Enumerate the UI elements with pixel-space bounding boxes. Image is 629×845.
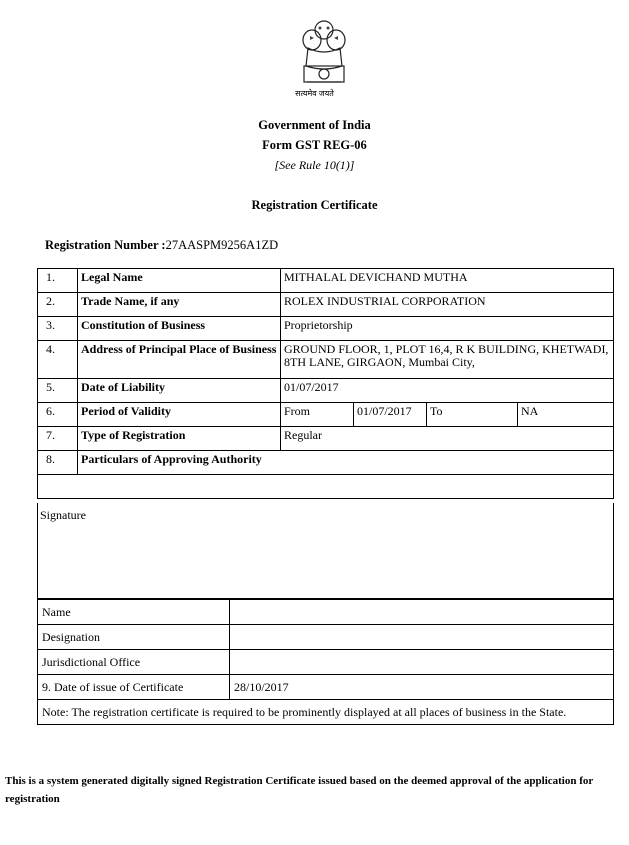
registration-number-label: Registration Number : bbox=[45, 238, 166, 252]
row-number: 2. bbox=[38, 293, 78, 317]
row-label: Address of Principal Place of Business bbox=[78, 341, 281, 379]
government-title: Government of India bbox=[258, 118, 371, 132]
row-number: 1. bbox=[38, 269, 78, 293]
row-number: 8. bbox=[38, 451, 78, 475]
table-row bbox=[38, 379, 614, 403]
system-generated-footer: This is a system generated digitally signed Registration Certificate issued based on the deemed approval of the application for registration bbox=[5, 775, 594, 805]
row-label: Period of Validity bbox=[78, 403, 281, 427]
row-number: 4. bbox=[38, 341, 78, 379]
legal-name-value: MITHALAL DEVICHAND MUTHA bbox=[281, 269, 614, 293]
table-row bbox=[38, 293, 614, 317]
form-title: Form GST REG-06 bbox=[262, 138, 367, 152]
display-note: Note: The registration certificate is required to be prominently displayed at all places of business in the State. bbox=[38, 700, 614, 725]
rule-reference: [See Rule 10(1)] bbox=[274, 158, 355, 172]
table-row bbox=[38, 700, 614, 725]
table-row bbox=[38, 675, 614, 700]
table-row bbox=[38, 427, 614, 451]
issue-date-label: 9. Date of issue of Certificate bbox=[38, 675, 230, 700]
row-number: 5. bbox=[38, 379, 78, 403]
signature-box bbox=[37, 503, 614, 599]
validity-to-label: To bbox=[427, 403, 518, 427]
table-row bbox=[38, 403, 614, 427]
table-row bbox=[38, 269, 614, 293]
table-row bbox=[38, 625, 614, 650]
row-number: 7. bbox=[38, 427, 78, 451]
name-value bbox=[230, 600, 614, 625]
row-label: Date of Liability bbox=[78, 379, 281, 403]
validity-to-value: NA bbox=[518, 403, 614, 427]
table-row bbox=[38, 341, 614, 379]
table-row bbox=[38, 475, 614, 499]
name-label: Name bbox=[38, 600, 230, 625]
table-row bbox=[38, 600, 614, 625]
validity-from-label: From bbox=[281, 403, 354, 427]
row-label: Legal Name bbox=[78, 269, 281, 293]
authority-table bbox=[37, 599, 614, 725]
signature-label: Signature bbox=[40, 508, 86, 522]
jurisdictional-office-label: Jurisdictional Office bbox=[38, 650, 230, 675]
row-label: Constitution of Business bbox=[78, 317, 281, 341]
validity-from-value: 01/07/2017 bbox=[354, 403, 427, 427]
row-number: 6. bbox=[38, 403, 78, 427]
address-value: GROUND FLOOR, 1, PLOT 16,4, R K BUILDING, KHETWADI, 8TH LANE, GIRGAON, Mumbai City, bbox=[281, 341, 614, 379]
designation-label: Designation bbox=[38, 625, 230, 650]
row-label: Trade Name, if any bbox=[78, 293, 281, 317]
certificate-title: Registration Certificate bbox=[251, 198, 378, 212]
liability-date-value: 01/07/2017 bbox=[281, 379, 614, 403]
issue-date-value: 28/10/2017 bbox=[230, 675, 614, 700]
registration-number-value: 27AASPM9256A1ZD bbox=[165, 238, 279, 252]
row-number: 3. bbox=[38, 317, 78, 341]
approving-authority-blank bbox=[38, 475, 614, 499]
registration-details-table bbox=[37, 268, 614, 499]
jurisdictional-office-value bbox=[230, 650, 614, 675]
trade-name-value: ROLEX INDUSTRIAL CORPORATION bbox=[281, 293, 614, 317]
registration-type-value: Regular bbox=[281, 427, 614, 451]
table-row bbox=[38, 650, 614, 675]
table-row bbox=[38, 451, 614, 475]
constitution-value: Proprietorship bbox=[281, 317, 614, 341]
designation-value bbox=[230, 625, 614, 650]
row-label: Particulars of Approving Authority bbox=[78, 451, 614, 475]
row-label: Type of Registration bbox=[78, 427, 281, 451]
table-row bbox=[38, 317, 614, 341]
registration-number bbox=[45, 238, 278, 253]
emblem-motto: सत्यमेव जयते bbox=[295, 89, 334, 98]
